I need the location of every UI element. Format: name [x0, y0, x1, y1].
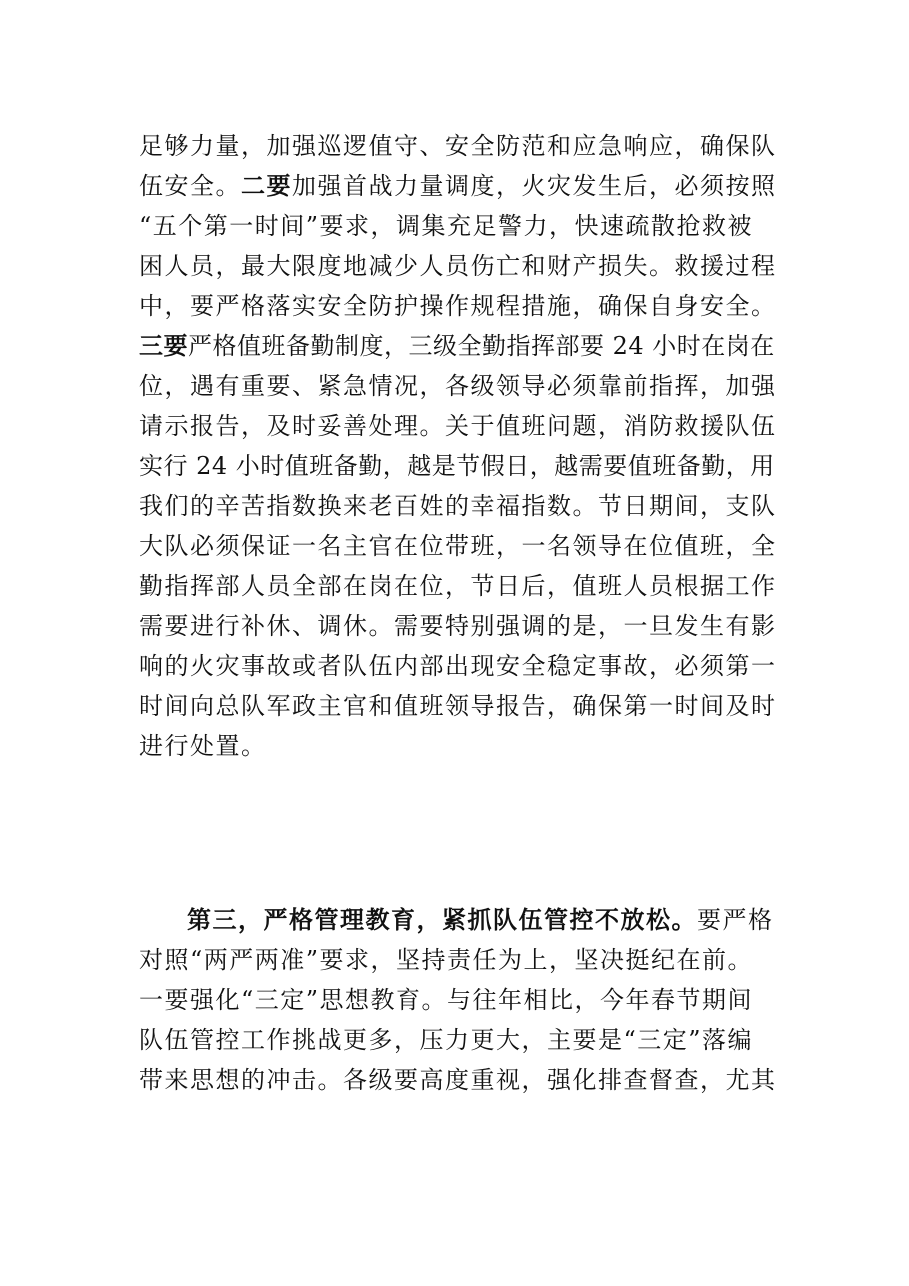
text-line: 需要进行补休、调休。需要特别强调的是，一旦发生有影 — [139, 612, 777, 640]
text-line — [187, 900, 774, 940]
text-line: 对照“两严两准”要求，坚持责任为上，坚决挺纪在前。 — [139, 946, 754, 974]
section-heading: 第三，严格管理教育，紧抓队伍管控不放松。 — [187, 906, 697, 934]
text-line: 时间向总队军政主官和值班领导报告，确保第一时间及时 — [139, 692, 777, 720]
text-span: 严格值班备勤制度，三级全勤指挥部要 24 小时在岗在 — [188, 332, 775, 360]
text-line: 勤指挥部人员全部在岗在位，节日后，值班人员根据工作 — [139, 572, 777, 600]
text-line: 位，遇有重要、紧急情况，各级领导必须靠前指挥，加强 — [139, 372, 777, 400]
bold-heading: 三要 — [139, 332, 188, 360]
text-span: 伍安全。 — [139, 172, 241, 200]
text-span: 要严格 — [697, 906, 774, 934]
text-line: 实行 24 小时值班备勤，越是节假日，越需要值班备勤，用 — [139, 452, 775, 480]
text-line: 响的火灾事故或者队伍内部出现安全稳定事故，必须第一 — [139, 652, 777, 680]
text-line: 足够力量，加强巡逻值守、安全防范和应急响应，确保队 — [139, 132, 777, 160]
text-line: 请示报告，及时妥善处理。关于值班问题，消防救援队伍 — [139, 412, 777, 440]
text-line: “五个第一时间”要求，调集充足警力，快速疏散抢救被 — [139, 212, 754, 240]
text-line — [139, 326, 775, 366]
text-line: 带来思想的冲击。各级要高度重视，强化排查督查，尤其 — [139, 1066, 777, 1094]
text-line: 我们的辛苦指数换来老百姓的幸福指数。节日期间，支队 — [139, 492, 777, 520]
text-line: 进行处置。 — [139, 732, 267, 760]
text-line: 大队必须保证一名主官在位带班，一名领导在位值班，全 — [139, 532, 777, 560]
text-line: 队伍管控工作挑战更多，压力更大，主要是“三定”落编 — [139, 1026, 754, 1054]
text-line: 一要强化“三定”思想教育。与往年相比，今年春节期间 — [139, 986, 754, 1014]
text-line — [139, 166, 777, 206]
text-span: 加强首战力量调度，火灾发生后，必须按照 — [292, 172, 777, 200]
text-line: 困人员，最大限度地减少人员伤亡和财产损失。救援过程 — [139, 252, 777, 280]
bold-heading: 二要 — [241, 172, 292, 200]
text-line: 中，要严格落实安全防护操作规程措施，确保自身安全。 — [139, 292, 777, 320]
